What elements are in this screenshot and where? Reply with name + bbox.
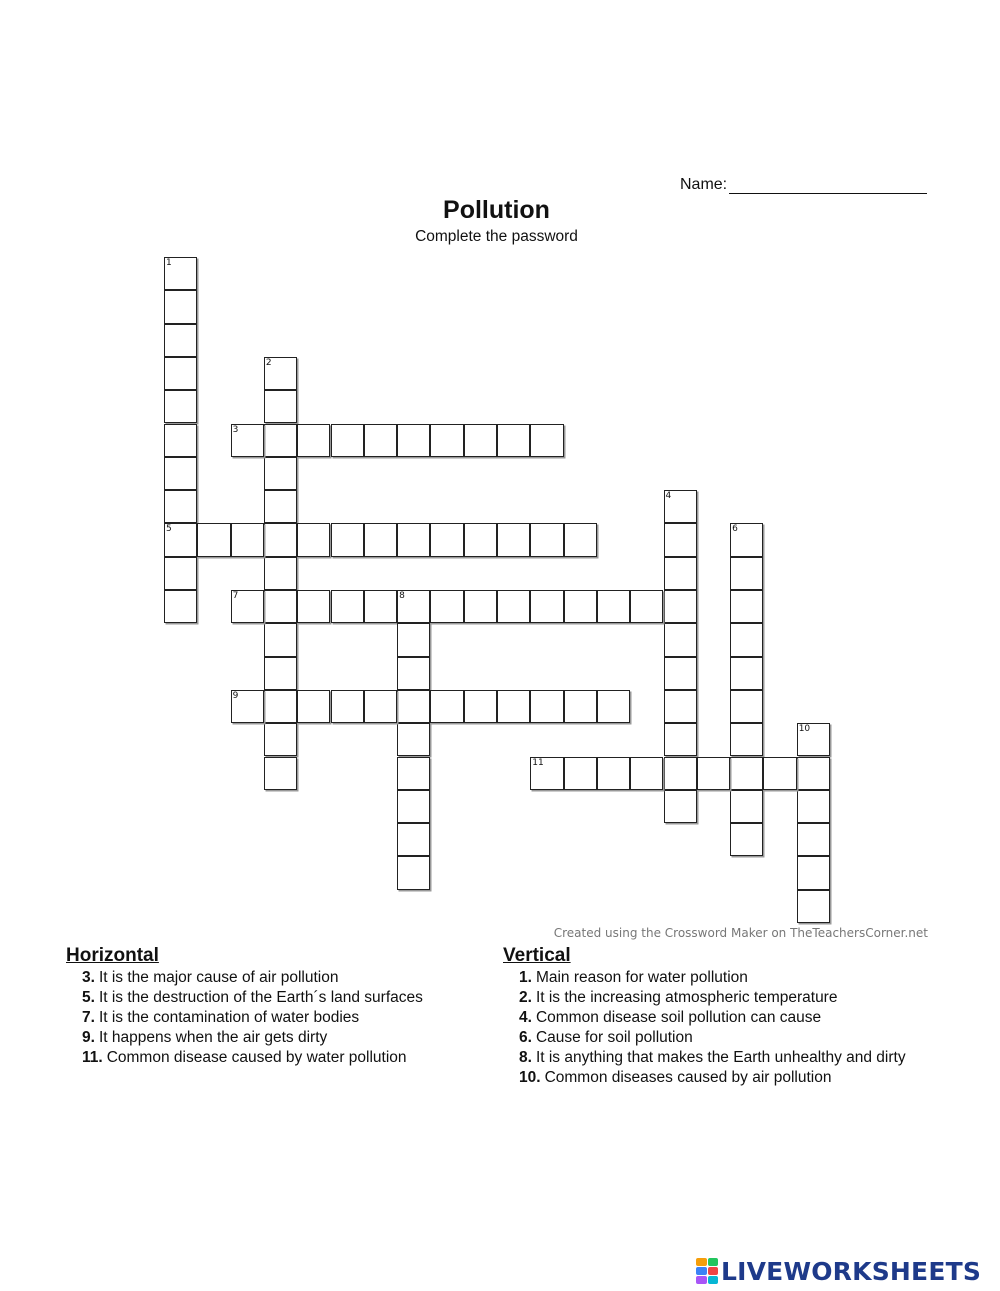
crossword-cell[interactable] — [497, 590, 530, 623]
crossword-cell[interactable] — [497, 690, 530, 723]
clue-number-10: 10 — [798, 724, 811, 735]
clue-item-text: Common diseases caused by air pollution — [544, 1069, 832, 1086]
clue-item-number: 3. — [82, 969, 95, 986]
clue-number-5: 5 — [166, 524, 172, 535]
crossword-cell[interactable] — [464, 590, 497, 623]
crossword-cell[interactable] — [730, 590, 763, 623]
vertical-heading: Vertical — [503, 945, 571, 966]
crossword-cell[interactable] — [197, 523, 230, 556]
crossword-cell[interactable] — [264, 623, 297, 656]
crossword-cell[interactable] — [564, 523, 597, 556]
clue-item-text: It is the destruction of the Earth´s land surfaces — [98, 989, 423, 1006]
crossword-cell[interactable] — [297, 424, 330, 457]
crossword-cell[interactable] — [664, 790, 697, 823]
clue-item-number: 6. — [519, 1029, 532, 1046]
crossword-cell[interactable] — [664, 623, 697, 656]
crossword-cell[interactable] — [730, 557, 763, 590]
clue-item — [503, 1028, 923, 1048]
name-label: Name: — [680, 176, 728, 193]
page-title: Pollution — [443, 196, 550, 224]
crossword-cell[interactable] — [231, 523, 264, 556]
clue-item-text: It happens when the air gets dirty — [98, 1029, 328, 1046]
clue-item — [66, 968, 486, 988]
crossword-cell[interactable] — [730, 790, 763, 823]
crossword-cell[interactable] — [564, 690, 597, 723]
crossword-cell[interactable] — [264, 690, 297, 723]
clue-number-8: 8 — [399, 591, 405, 601]
crossword-cell[interactable] — [297, 590, 330, 623]
clue-item — [66, 988, 486, 1008]
crossword-cell[interactable] — [331, 424, 364, 457]
crossword-cell[interactable] — [397, 690, 430, 723]
crossword-cell[interactable] — [264, 490, 297, 523]
crossword-cell[interactable] — [464, 690, 497, 723]
crossword-cell[interactable] — [497, 523, 530, 556]
horizontal-heading: Horizontal — [66, 945, 159, 966]
crossword-cell[interactable] — [397, 623, 430, 656]
crossword-cell[interactable] — [297, 523, 330, 556]
crossword-cell[interactable] — [664, 723, 697, 756]
crossword-cell[interactable] — [730, 623, 763, 656]
crossword-cell[interactable] — [664, 757, 697, 790]
crossword-cell[interactable] — [664, 523, 697, 556]
crossword-cell[interactable] — [797, 723, 830, 756]
crossword-cell[interactable] — [797, 856, 830, 889]
clue-item-text: Common disease soil pollution can cause — [535, 1009, 822, 1026]
crossword-cell[interactable] — [397, 757, 430, 790]
crossword-cell[interactable] — [164, 557, 197, 590]
clue-item — [66, 1028, 486, 1048]
crossword-cell[interactable] — [397, 657, 430, 690]
crossword-cell[interactable] — [664, 690, 697, 723]
crossword-cell[interactable] — [797, 757, 830, 790]
crossword-cell[interactable] — [730, 523, 763, 556]
crossword-cell[interactable] — [530, 690, 563, 723]
name-blank-line[interactable] — [729, 176, 927, 194]
crossword-cell[interactable] — [264, 390, 297, 423]
crossword-cell[interactable] — [231, 590, 264, 623]
crossword-cell[interactable] — [164, 457, 197, 490]
crossword-cell[interactable] — [364, 690, 397, 723]
crossword-cell[interactable] — [364, 590, 397, 623]
crossword-cell[interactable] — [597, 690, 630, 723]
crossword-cell[interactable] — [730, 823, 763, 856]
crossword-cell[interactable] — [397, 523, 430, 556]
logo-mark-icon — [696, 1258, 718, 1284]
crossword-cell[interactable] — [264, 457, 297, 490]
crossword-cell[interactable] — [530, 590, 563, 623]
clue-item-number: 9. — [82, 1029, 95, 1046]
clue-item — [503, 968, 923, 988]
clue-number-6: 6 — [732, 524, 738, 535]
clue-item — [503, 1068, 923, 1088]
crossword-cell[interactable] — [264, 557, 297, 590]
crossword-cell[interactable] — [164, 290, 197, 323]
clue-item-number: 1. — [519, 969, 532, 986]
crossword-cell[interactable] — [430, 523, 463, 556]
crossword-cell[interactable] — [364, 424, 397, 457]
clue-number-9: 9 — [232, 690, 239, 701]
clue-item-number: 2. — [519, 989, 532, 1006]
crossword-cell[interactable] — [397, 723, 430, 756]
crossword-cell[interactable] — [397, 790, 430, 823]
crossword-cell[interactable] — [264, 424, 297, 457]
crossword-cell[interactable] — [730, 657, 763, 690]
crossword-cell[interactable] — [164, 424, 197, 457]
clue-item-text: Cause for soil pollution — [535, 1029, 693, 1046]
clue-number-4: 4 — [665, 491, 672, 502]
crossword-cell[interactable] — [797, 890, 830, 923]
clue-item — [503, 1008, 923, 1028]
horizontal-clues — [66, 944, 486, 1068]
clue-item-text: It is anything that makes the Earth unhealthy and dirty — [535, 1049, 906, 1066]
clue-item-number: 8. — [519, 1049, 532, 1066]
crossword-cell[interactable] — [597, 757, 630, 790]
clue-number-3: 3 — [232, 424, 239, 435]
crossword-cell[interactable] — [264, 590, 297, 623]
crossword-cell[interactable] — [164, 324, 197, 357]
clue-item-number: 5. — [82, 989, 95, 1006]
crossword-cell[interactable] — [164, 523, 197, 556]
crossword-cell[interactable] — [430, 590, 463, 623]
clue-item-number: 4. — [519, 1009, 532, 1026]
name-field[interactable] — [680, 176, 927, 194]
crossword-cell[interactable] — [397, 424, 430, 457]
crossword-cell[interactable] — [530, 523, 563, 556]
crossword-cell[interactable] — [730, 757, 763, 790]
clue-item-text: Main reason for water pollution — [535, 969, 748, 986]
clue-item-text: It is the increasing atmospheric temperature — [535, 989, 838, 1006]
crossword-cell[interactable] — [564, 590, 597, 623]
clue-item — [503, 988, 923, 1008]
crossword-cell[interactable] — [797, 790, 830, 823]
crossword-cell[interactable] — [564, 757, 597, 790]
crossword-cell[interactable] — [464, 424, 497, 457]
crossword-cell[interactable] — [264, 523, 297, 556]
crossword-cell[interactable] — [231, 690, 264, 723]
crossword-cell[interactable] — [397, 590, 430, 623]
clue-number-7: 7 — [232, 591, 239, 601]
clue-number-1: 1 — [166, 258, 172, 268]
crossword-cell[interactable] — [364, 523, 397, 556]
clue-item-number: 11. — [82, 1049, 103, 1066]
clue-item — [66, 1008, 486, 1028]
crossword-cell[interactable] — [763, 757, 796, 790]
clue-item-text: Common disease caused by water pollution — [106, 1049, 407, 1066]
crossword-cell[interactable] — [530, 757, 563, 790]
clue-number-11: 11 — [532, 757, 544, 768]
crossword-cell[interactable] — [164, 357, 197, 390]
crossword-cell[interactable] — [331, 590, 364, 623]
crossword-cell[interactable] — [164, 390, 197, 423]
clue-item — [503, 1048, 923, 1068]
crossword-cell[interactable] — [730, 723, 763, 756]
clue-number-2: 2 — [265, 357, 272, 368]
clue-item-number: 7. — [82, 1009, 95, 1026]
crossword-cell[interactable] — [664, 490, 697, 523]
crossword-cell[interactable] — [497, 424, 530, 457]
vertical-clues — [503, 944, 923, 1088]
brand-name: LIVEWORKSHEETS — [721, 1256, 982, 1286]
clue-item-number: 10. — [519, 1069, 541, 1086]
crossword-cell[interactable] — [264, 723, 297, 756]
crossword-cell[interactable] — [164, 490, 197, 523]
crossword-cell[interactable] — [297, 690, 330, 723]
liveworksheets-logo — [696, 1256, 981, 1286]
credit-text: Created using the Crossword Maker on TheTeachersCorner.net — [553, 926, 928, 940]
crossword-cell[interactable] — [164, 590, 197, 623]
clue-item — [66, 1048, 486, 1068]
crossword-cell[interactable] — [331, 523, 364, 556]
crossword-cell[interactable] — [630, 757, 663, 790]
clue-item-text: It is the major cause of air pollution — [98, 969, 339, 986]
crossword-cell[interactable] — [630, 590, 663, 623]
crossword-cell[interactable] — [430, 690, 463, 723]
crossword-cell[interactable] — [264, 657, 297, 690]
crossword-cell[interactable] — [264, 757, 297, 790]
page-subtitle: Complete the password — [415, 228, 578, 245]
crossword-cell[interactable] — [530, 424, 563, 457]
crossword-cell[interactable] — [264, 357, 297, 390]
crossword-cell[interactable] — [397, 856, 430, 889]
crossword-cell[interactable] — [730, 690, 763, 723]
crossword-cell[interactable] — [664, 557, 697, 590]
crossword-cell[interactable] — [597, 590, 630, 623]
crossword-cell[interactable] — [231, 424, 264, 457]
crossword-cell[interactable] — [164, 257, 197, 290]
clue-item-text: It is the contamination of water bodies — [98, 1009, 360, 1026]
crossword-cell[interactable] — [331, 690, 364, 723]
crossword-cell[interactable] — [397, 823, 430, 856]
crossword-cell[interactable] — [664, 657, 697, 690]
crossword-cell[interactable] — [430, 424, 463, 457]
crossword-cell[interactable] — [797, 823, 830, 856]
crossword-cell[interactable] — [664, 590, 697, 623]
crossword-cell[interactable] — [464, 523, 497, 556]
crossword-cell[interactable] — [697, 757, 730, 790]
